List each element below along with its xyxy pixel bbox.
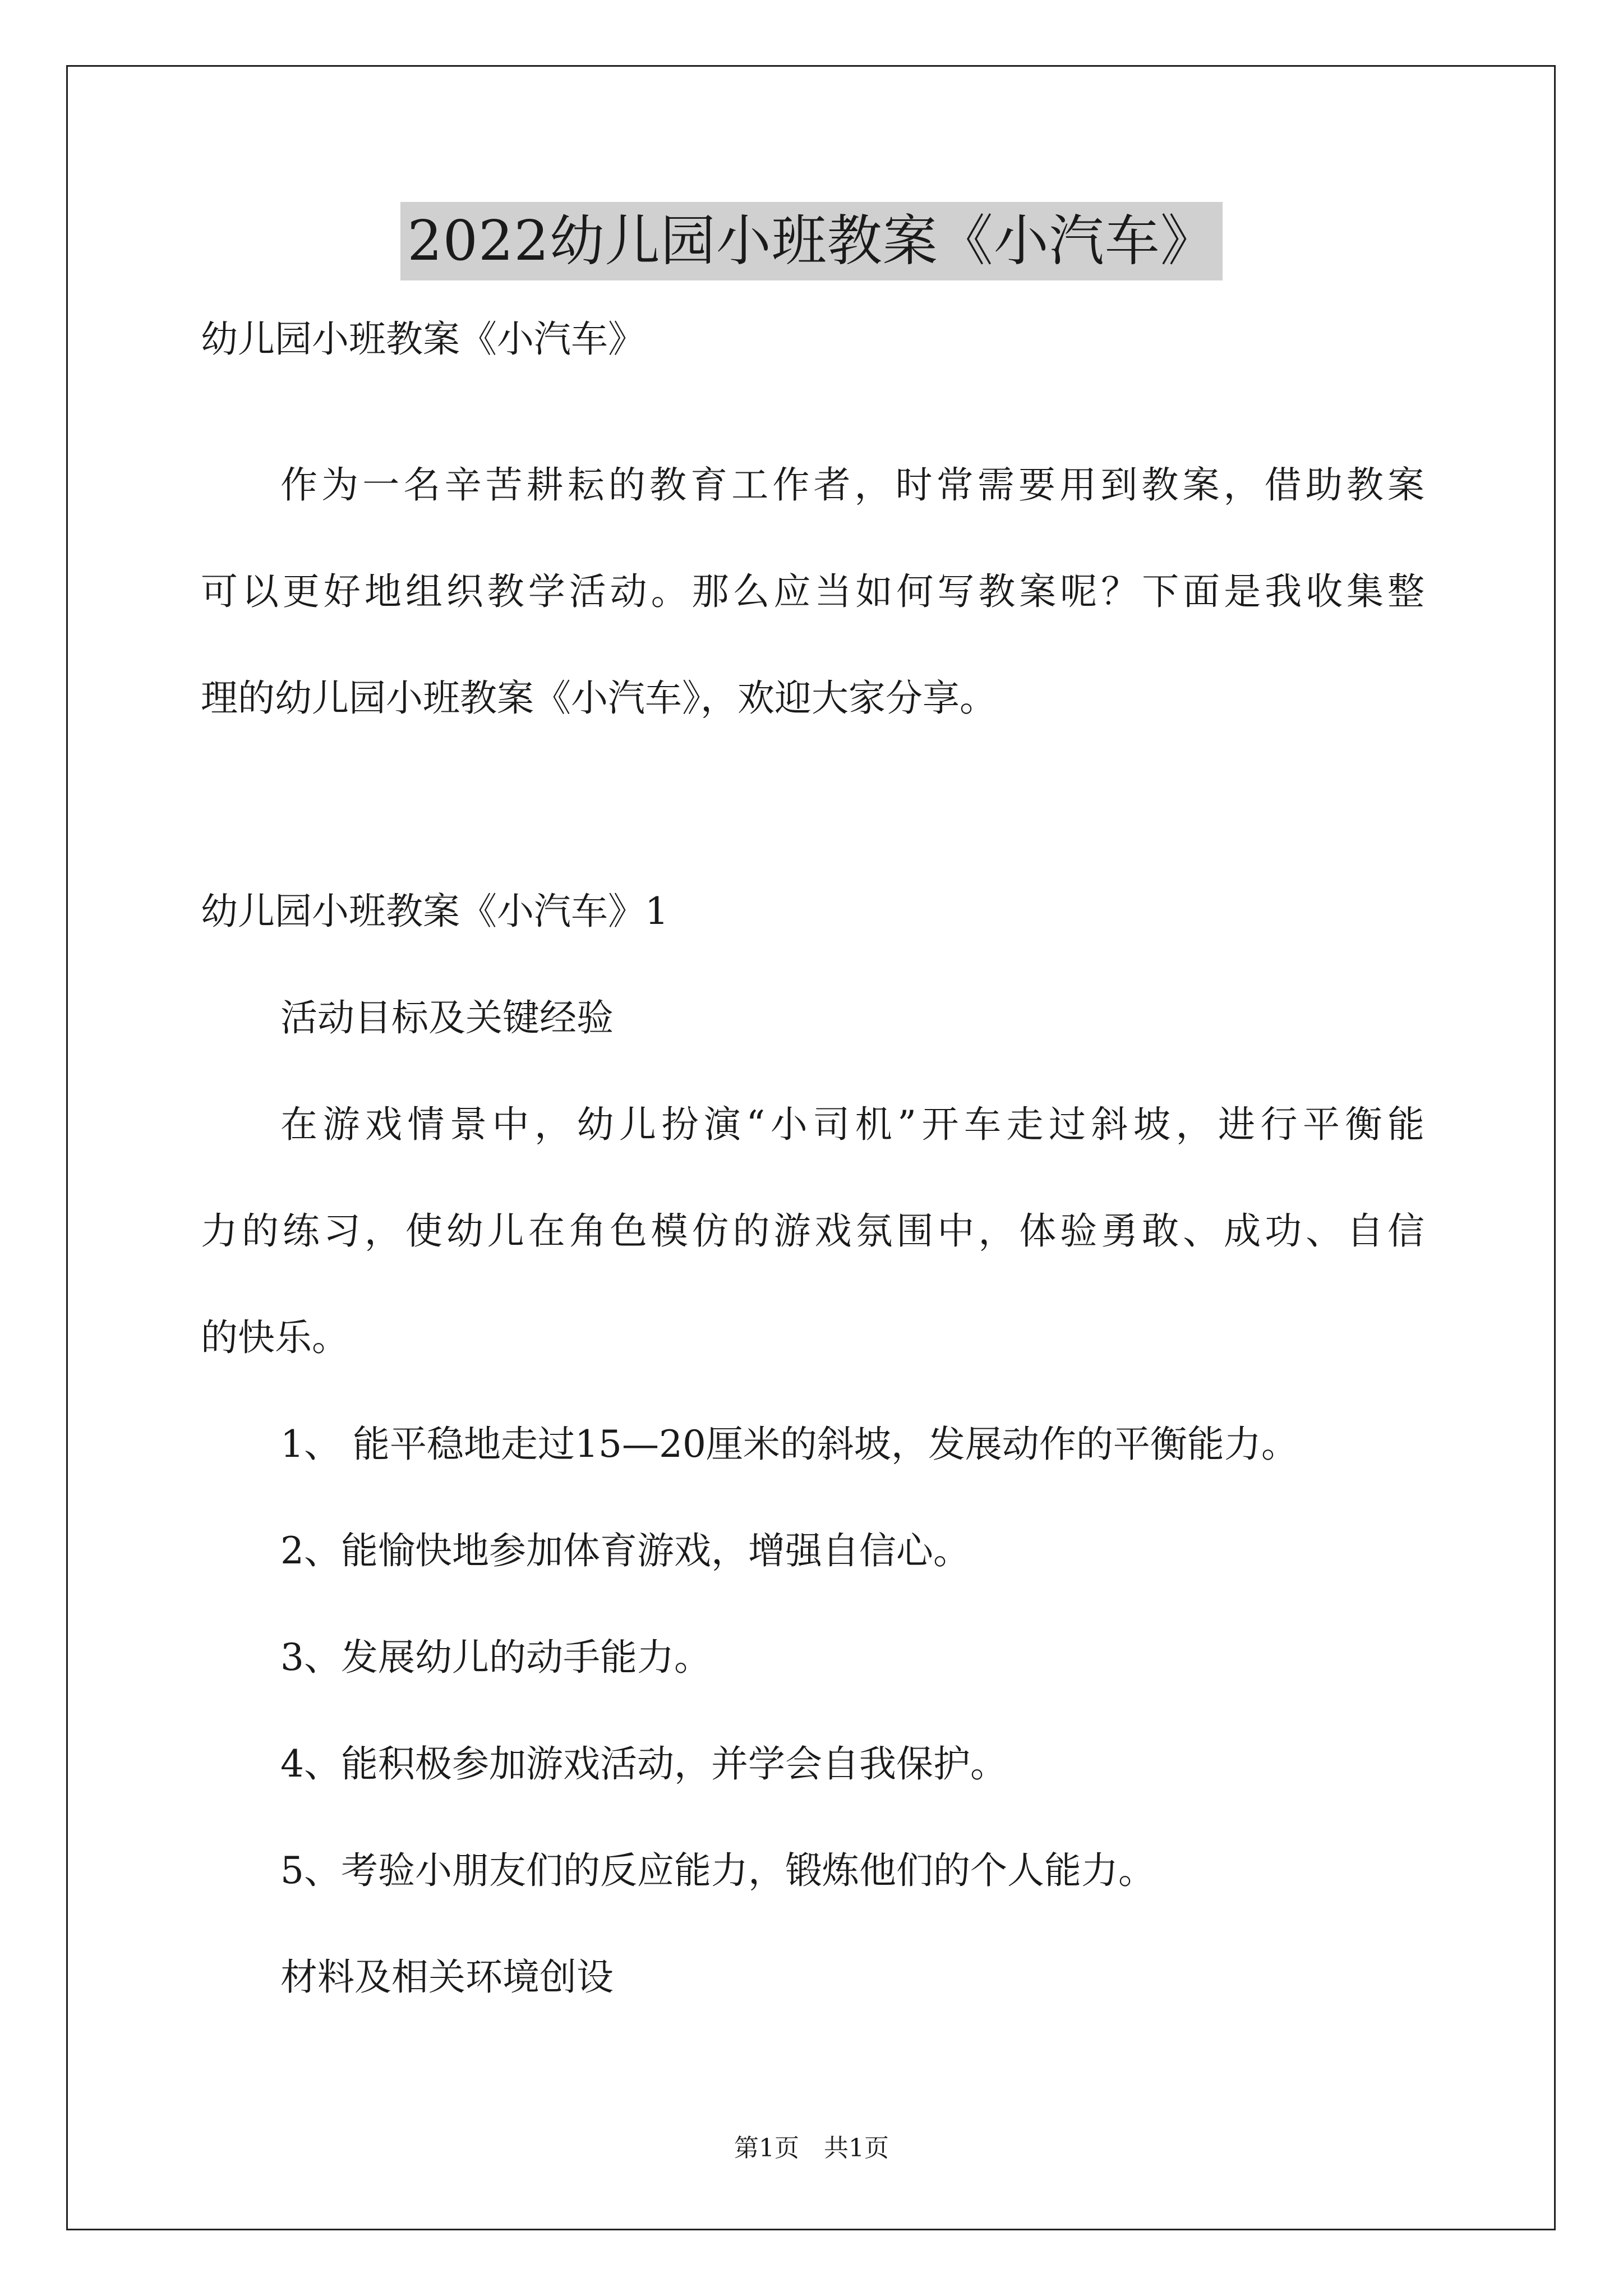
goal-paragraph-line-2: 力的练习，使幼儿在角色模仿的游戏氛围中，体验勇敢、成功、自信 (201, 1209, 1424, 1253)
title-container (0, 202, 1623, 280)
list-item-1: 1、 能平稳地走过15—20厘米的斜坡，发展动作的平衡能力。 (280, 1423, 1298, 1466)
materials-heading: 材料及相关环境创设 (280, 1955, 614, 1999)
goals-heading: 活动目标及关键经验 (280, 996, 614, 1039)
intro-line-1: 作为一名辛苦耕耘的教育工作者，时常需要用到教案，借助教案 (280, 463, 1424, 507)
goal-paragraph-line-3: 的快乐。 (201, 1316, 349, 1359)
intro-line-3: 理的幼儿园小班教案《小汽车》，欢迎大家分享。 (201, 677, 997, 720)
page-footer: 第1页 共1页 (734, 2134, 889, 2162)
document-subtitle: 幼儿园小班教案《小汽车》 (201, 318, 645, 361)
list-item-3: 3、发展幼儿的动手能力。 (280, 1636, 711, 1679)
list-item-2: 2、能愉快地参加体育游戏，增强自信心。 (280, 1529, 970, 1572)
list-item-4: 4、能积极参加游戏活动，并学会自我保护。 (280, 1742, 1007, 1786)
section-heading: 幼儿园小班教案《小汽车》1 (201, 890, 668, 933)
document-title: 2022幼儿园小班教案《小汽车》 (400, 202, 1222, 280)
intro-line-2: 可以更好地组织教学活动。那么应当如何写教案呢？下面是我收集整 (201, 570, 1424, 613)
goal-paragraph-line-1: 在游戏情景中，幼儿扮演“小司机”开车走过斜坡，进行平衡能 (280, 1103, 1424, 1146)
list-item-5: 5、考验小朋友们的反应能力，锻炼他们的个人能力。 (280, 1849, 1155, 1892)
